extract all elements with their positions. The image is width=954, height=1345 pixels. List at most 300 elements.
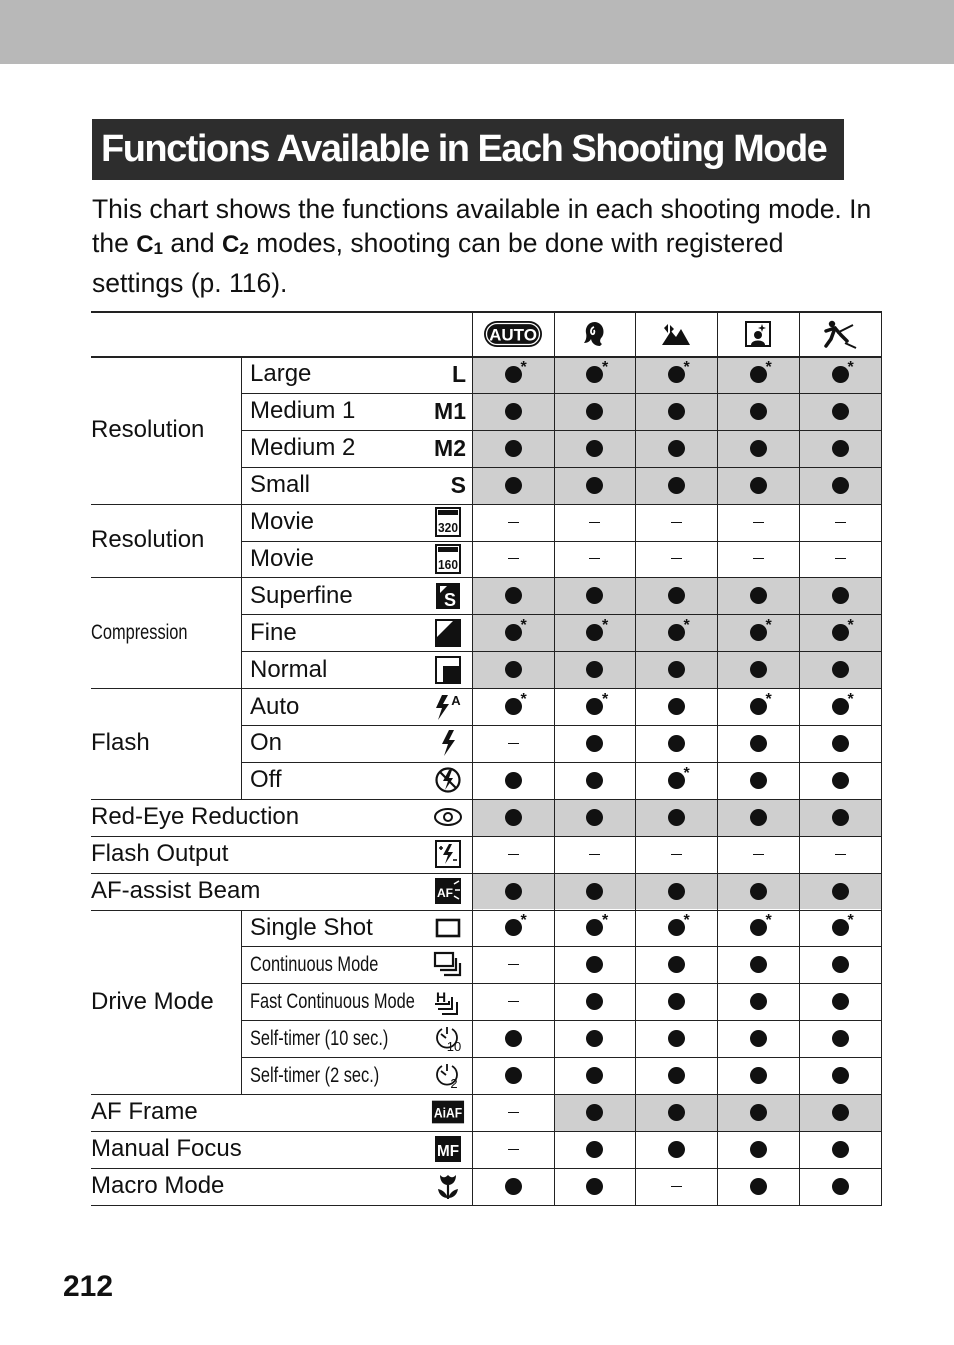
mode-cell xyxy=(799,946,881,983)
available-dot xyxy=(586,358,609,383)
mode-cell xyxy=(554,356,635,393)
available-dot xyxy=(668,661,685,678)
group-label xyxy=(91,688,241,799)
mode-cell xyxy=(635,467,717,504)
dash-mark xyxy=(671,558,682,559)
available-dot xyxy=(586,956,603,973)
mode-cell xyxy=(799,1094,881,1131)
mode-cell xyxy=(799,651,881,688)
mode-cell xyxy=(799,1020,881,1057)
page-number: 212 xyxy=(63,1270,114,1303)
mode-cell xyxy=(799,577,881,614)
svg-text:2: 2 xyxy=(450,1075,458,1091)
mode-cell xyxy=(554,983,635,1020)
available-dot xyxy=(668,764,690,789)
mode-cell xyxy=(799,873,881,910)
mode-cell xyxy=(635,577,717,614)
group-label-text: Red-Eye Reduction xyxy=(91,803,300,831)
mode-cell xyxy=(799,541,881,578)
group-label-text: Resolution xyxy=(91,415,205,443)
table-rule xyxy=(241,688,242,799)
mode-cell xyxy=(799,1057,881,1094)
mode-cell xyxy=(472,799,554,836)
available-dot xyxy=(668,358,690,383)
svg-text:AiAF: AiAF xyxy=(433,1106,463,1123)
intro-text-and: and xyxy=(163,228,222,258)
available-dot xyxy=(505,912,527,936)
available-dot xyxy=(586,661,603,678)
available-dot xyxy=(668,477,685,494)
svg-text:AUTO: AUTO xyxy=(489,325,537,344)
mode-cell xyxy=(635,541,717,578)
available-dot xyxy=(586,912,609,936)
mode-cell xyxy=(635,946,717,983)
group-label-text: Flash xyxy=(91,729,150,757)
svg-text:H: H xyxy=(435,988,447,1005)
available-dot xyxy=(750,993,767,1010)
mode-cell xyxy=(635,873,717,910)
available-dot xyxy=(505,403,522,420)
mode-cell xyxy=(472,467,554,504)
row-label: Self-timer (2 sec.) xyxy=(250,1063,380,1087)
mode-cell xyxy=(799,356,881,393)
mode-cell xyxy=(799,688,881,725)
manual-focus-icon xyxy=(431,1131,465,1168)
row-label: Small xyxy=(250,471,311,499)
available-dot xyxy=(668,1067,685,1084)
flash-output-icon xyxy=(431,836,465,873)
available-dot xyxy=(750,617,772,641)
available-dot xyxy=(832,772,849,789)
dash-mark xyxy=(835,558,846,559)
row-label: Continuous Mode xyxy=(250,952,379,976)
available-dot xyxy=(668,809,685,826)
mode-cell xyxy=(799,799,881,836)
mode-cell xyxy=(717,467,799,504)
available-dot xyxy=(505,440,522,457)
group-label xyxy=(91,910,241,1095)
available-dot xyxy=(586,883,603,900)
row-label: Self-timer (10 sec.) xyxy=(250,1026,389,1050)
available-dot xyxy=(505,1067,522,1084)
available-dot xyxy=(505,1178,522,1195)
mode-cell xyxy=(472,1168,554,1205)
row-label: Movie xyxy=(250,544,315,572)
dash-mark xyxy=(508,854,519,855)
mode-cell xyxy=(717,1131,799,1168)
mode-cell xyxy=(799,430,881,467)
mode-cell xyxy=(717,799,799,836)
available-dot xyxy=(832,809,849,826)
asterisk-note: * xyxy=(683,764,690,782)
night-scene-mode-icon xyxy=(717,311,799,356)
asterisk-note: * xyxy=(602,912,609,930)
mode-cell xyxy=(717,836,799,873)
row-label: Movie xyxy=(250,508,315,536)
table-rule xyxy=(91,910,882,911)
resolution-code: M2 xyxy=(434,434,466,461)
superfine-icon xyxy=(431,577,465,614)
dash-mark xyxy=(589,854,600,855)
dash-mark xyxy=(753,558,764,559)
mode-cell xyxy=(472,430,554,467)
asterisk-note: * xyxy=(520,358,527,376)
mode-cell xyxy=(472,725,554,762)
table-rule xyxy=(91,311,882,313)
table-rule xyxy=(241,1057,882,1058)
mode-cell xyxy=(554,577,635,614)
af-frame-icon xyxy=(431,1094,465,1131)
mode-cell xyxy=(554,1057,635,1094)
svg-text:10: 10 xyxy=(446,1038,462,1054)
row-label: Medium 2 xyxy=(250,434,356,462)
intro-paragraph xyxy=(92,192,882,300)
mode-cell xyxy=(635,836,717,873)
table-rule xyxy=(241,430,882,431)
asterisk-note: * xyxy=(520,617,527,635)
table-rule xyxy=(241,467,882,468)
landscape-mode-icon xyxy=(635,311,717,356)
mode-cell xyxy=(472,1094,554,1131)
mode-cell xyxy=(472,541,554,578)
portrait-mode-icon xyxy=(554,311,635,356)
available-dot xyxy=(832,691,854,715)
mode-cell xyxy=(717,910,799,947)
mode-cell xyxy=(472,651,554,688)
available-dot xyxy=(668,1141,685,1158)
group-label xyxy=(91,504,241,578)
flash-off-icon xyxy=(431,762,465,799)
available-dot xyxy=(832,1141,849,1158)
asterisk-note: * xyxy=(847,912,854,930)
available-dot xyxy=(505,661,522,678)
available-dot xyxy=(750,1141,767,1158)
mode-cell xyxy=(799,504,881,541)
mode-cell xyxy=(554,688,635,725)
mode-cell xyxy=(554,651,635,688)
svg-text:MF: MF xyxy=(437,1143,460,1161)
movie-320-icon xyxy=(431,504,465,541)
dash-mark xyxy=(671,522,682,523)
mode-cell xyxy=(799,910,881,947)
group-label-text: Macro Mode xyxy=(91,1172,225,1200)
dash-mark xyxy=(835,522,846,523)
table-rule xyxy=(241,1020,882,1021)
available-dot xyxy=(832,735,849,752)
table-rule xyxy=(91,873,882,874)
mode-cell xyxy=(554,1020,635,1057)
row-label: Single Shot xyxy=(250,913,373,941)
macro-icon xyxy=(431,1168,465,1205)
available-dot xyxy=(832,358,854,383)
mode-cell xyxy=(635,1168,717,1205)
resolution-code: L xyxy=(451,360,466,387)
table-rule xyxy=(241,762,882,763)
mode-cell xyxy=(717,504,799,541)
asterisk-note: * xyxy=(602,358,609,376)
mode-cell xyxy=(717,1168,799,1205)
single-shot-icon xyxy=(431,910,465,947)
sports-mode-icon xyxy=(799,311,881,356)
resolution-code: S xyxy=(450,471,466,498)
mode-cell xyxy=(799,762,881,799)
mode-cell xyxy=(717,577,799,614)
intro-text-1: This chart shows the functions available in each shooting mode. In the xyxy=(92,194,872,258)
asterisk-note: * xyxy=(683,617,690,635)
mode-cell xyxy=(472,688,554,725)
table-rule xyxy=(91,1168,882,1169)
mode-cell xyxy=(799,1168,881,1205)
row-label: Large xyxy=(250,360,312,388)
mode-cell xyxy=(717,725,799,762)
available-dot xyxy=(750,809,767,826)
asterisk-note: * xyxy=(765,358,772,376)
group-label xyxy=(91,1168,224,1205)
table-rule xyxy=(241,725,882,726)
asterisk-note: * xyxy=(683,912,690,930)
table-rule xyxy=(91,688,882,689)
mode-cell xyxy=(635,356,717,393)
group-label xyxy=(91,799,299,836)
mode-cell xyxy=(635,725,717,762)
available-dot xyxy=(750,1067,767,1084)
asterisk-note: * xyxy=(520,912,527,930)
available-dot xyxy=(832,1030,849,1047)
asterisk-note: * xyxy=(765,691,772,709)
intro-text-2: modes, shooting can be done with registered settings (p. 116). xyxy=(92,228,784,298)
table-rule xyxy=(241,504,242,578)
available-dot xyxy=(750,587,767,604)
mode-cell xyxy=(472,873,554,910)
mode-cell xyxy=(554,1168,635,1205)
mode-cell xyxy=(717,541,799,578)
dash-mark xyxy=(508,743,519,744)
dash-mark xyxy=(508,1001,519,1002)
available-dot xyxy=(832,661,849,678)
available-dot xyxy=(505,477,522,494)
available-dot xyxy=(832,587,849,604)
flash-on-icon xyxy=(431,725,465,762)
available-dot xyxy=(586,993,603,1010)
mode-cell xyxy=(472,910,554,947)
available-dot xyxy=(505,587,522,604)
table-rule xyxy=(554,311,555,1205)
red-eye-icon xyxy=(431,799,465,836)
dash-mark xyxy=(508,964,519,965)
svg-text:160: 160 xyxy=(438,556,458,572)
normal-icon xyxy=(431,651,465,688)
table-rule xyxy=(91,836,882,837)
available-dot xyxy=(505,617,527,641)
mode-cell xyxy=(472,356,554,393)
table-rule xyxy=(635,311,636,1205)
available-dot xyxy=(586,440,603,457)
mode-cell xyxy=(799,1131,881,1168)
page-title: Functions Available in Each Shooting Mode xyxy=(92,119,844,180)
mode-cell xyxy=(717,651,799,688)
mode-cell xyxy=(717,873,799,910)
row-label: Fine xyxy=(250,618,297,646)
row-label: Off xyxy=(250,766,282,794)
asterisk-note: * xyxy=(765,912,772,930)
table-rule xyxy=(91,504,882,505)
available-dot xyxy=(505,772,522,789)
mode-cell xyxy=(635,1131,717,1168)
available-dot xyxy=(750,772,767,789)
asterisk-note: * xyxy=(602,691,609,709)
available-dot xyxy=(832,1067,849,1084)
available-dot xyxy=(505,1030,522,1047)
mode-cell xyxy=(635,688,717,725)
available-dot xyxy=(668,587,685,604)
mode-cell xyxy=(799,393,881,430)
table-rule xyxy=(717,311,718,1205)
auto-mode-icon xyxy=(472,311,554,356)
continuous-icon xyxy=(431,946,465,983)
available-dot xyxy=(505,809,522,826)
table-rule xyxy=(91,1094,882,1095)
available-dot xyxy=(586,1030,603,1047)
available-dot xyxy=(750,735,767,752)
mode-cell xyxy=(554,430,635,467)
available-dot xyxy=(586,691,609,715)
mode-cell xyxy=(472,836,554,873)
mode-cell xyxy=(635,393,717,430)
table-rule xyxy=(91,1205,882,1206)
available-dot xyxy=(750,956,767,973)
group-label-text: Resolution xyxy=(91,526,205,554)
group-label-text: Compression xyxy=(91,620,188,644)
mode-cell xyxy=(554,614,635,651)
mode-cell xyxy=(554,946,635,983)
mode-cell xyxy=(799,836,881,873)
available-dot xyxy=(586,735,603,752)
svg-text:320: 320 xyxy=(438,520,458,536)
mode-cell xyxy=(717,393,799,430)
mode-cell xyxy=(472,762,554,799)
available-dot xyxy=(586,477,603,494)
available-dot xyxy=(750,691,772,715)
mode-cell xyxy=(472,1020,554,1057)
resolution-code: M1 xyxy=(434,397,466,424)
flash-auto-icon xyxy=(431,688,465,725)
table-rule xyxy=(241,541,882,542)
mode-cell xyxy=(635,983,717,1020)
group-label xyxy=(91,836,228,873)
mode-cell xyxy=(635,762,717,799)
available-dot xyxy=(832,403,849,420)
row-label: Auto xyxy=(250,692,300,720)
c1-mode-icon: $C_1$ xyxy=(136,231,164,258)
available-dot xyxy=(668,617,690,641)
available-dot xyxy=(832,477,849,494)
dash-mark xyxy=(671,1186,682,1187)
mode-cell xyxy=(472,577,554,614)
mode-cell xyxy=(635,651,717,688)
group-label-text: Manual Focus xyxy=(91,1135,242,1163)
dash-mark xyxy=(589,558,600,559)
available-dot xyxy=(832,440,849,457)
group-label-text: AF-assist Beam xyxy=(91,877,261,905)
dash-mark xyxy=(589,522,600,523)
available-dot xyxy=(750,1030,767,1047)
mode-cell xyxy=(554,467,635,504)
available-dot xyxy=(668,1030,685,1047)
group-label xyxy=(91,873,260,910)
table-rule xyxy=(881,311,882,1205)
mode-cell xyxy=(554,873,635,910)
mode-cell xyxy=(799,614,881,651)
available-dot xyxy=(586,1104,603,1121)
af-assist-icon xyxy=(431,873,465,910)
available-dot xyxy=(668,1104,685,1121)
available-dot xyxy=(586,1178,603,1195)
table-rule xyxy=(241,946,882,947)
mode-cell xyxy=(717,946,799,983)
fine-icon xyxy=(431,614,465,651)
table-rule xyxy=(91,1131,882,1132)
available-dot xyxy=(668,912,690,936)
dash-mark xyxy=(835,854,846,855)
row-label: Medium 1 xyxy=(250,397,356,425)
available-dot xyxy=(750,477,767,494)
mode-cell xyxy=(717,1020,799,1057)
available-dot xyxy=(668,993,685,1010)
mode-cell xyxy=(472,1131,554,1168)
top-band xyxy=(0,0,954,64)
mode-cell xyxy=(717,762,799,799)
row-label: On xyxy=(250,729,283,757)
available-dot xyxy=(832,617,854,641)
available-dot xyxy=(832,993,849,1010)
mode-cell xyxy=(635,799,717,836)
available-dot xyxy=(750,403,767,420)
available-dot xyxy=(832,883,849,900)
mode-cell xyxy=(554,725,635,762)
mode-cell xyxy=(717,614,799,651)
available-dot xyxy=(668,440,685,457)
dash-mark xyxy=(508,1149,519,1150)
available-dot xyxy=(668,956,685,973)
mode-cell xyxy=(635,1057,717,1094)
mode-cell xyxy=(635,910,717,947)
mode-cell xyxy=(554,762,635,799)
mode-cell xyxy=(554,541,635,578)
svg-text:S: S xyxy=(443,589,457,610)
mode-cell xyxy=(554,504,635,541)
mode-cell xyxy=(472,983,554,1020)
available-dot xyxy=(832,1178,849,1195)
available-dot xyxy=(668,735,685,752)
dash-mark xyxy=(508,558,519,559)
dash-mark xyxy=(508,1112,519,1113)
table-rule xyxy=(241,393,882,394)
group-label xyxy=(91,356,241,504)
mode-cell xyxy=(717,430,799,467)
mode-cell xyxy=(799,983,881,1020)
available-dot xyxy=(750,912,772,936)
mode-cell xyxy=(554,836,635,873)
mode-cell xyxy=(717,688,799,725)
svg-text:AF: AF xyxy=(437,886,453,901)
available-dot xyxy=(750,440,767,457)
available-dot xyxy=(586,403,603,420)
asterisk-note: * xyxy=(847,358,854,376)
mode-cell xyxy=(635,504,717,541)
row-label: Superfine xyxy=(250,581,353,609)
table-rule xyxy=(241,356,242,504)
mode-cell xyxy=(554,910,635,947)
